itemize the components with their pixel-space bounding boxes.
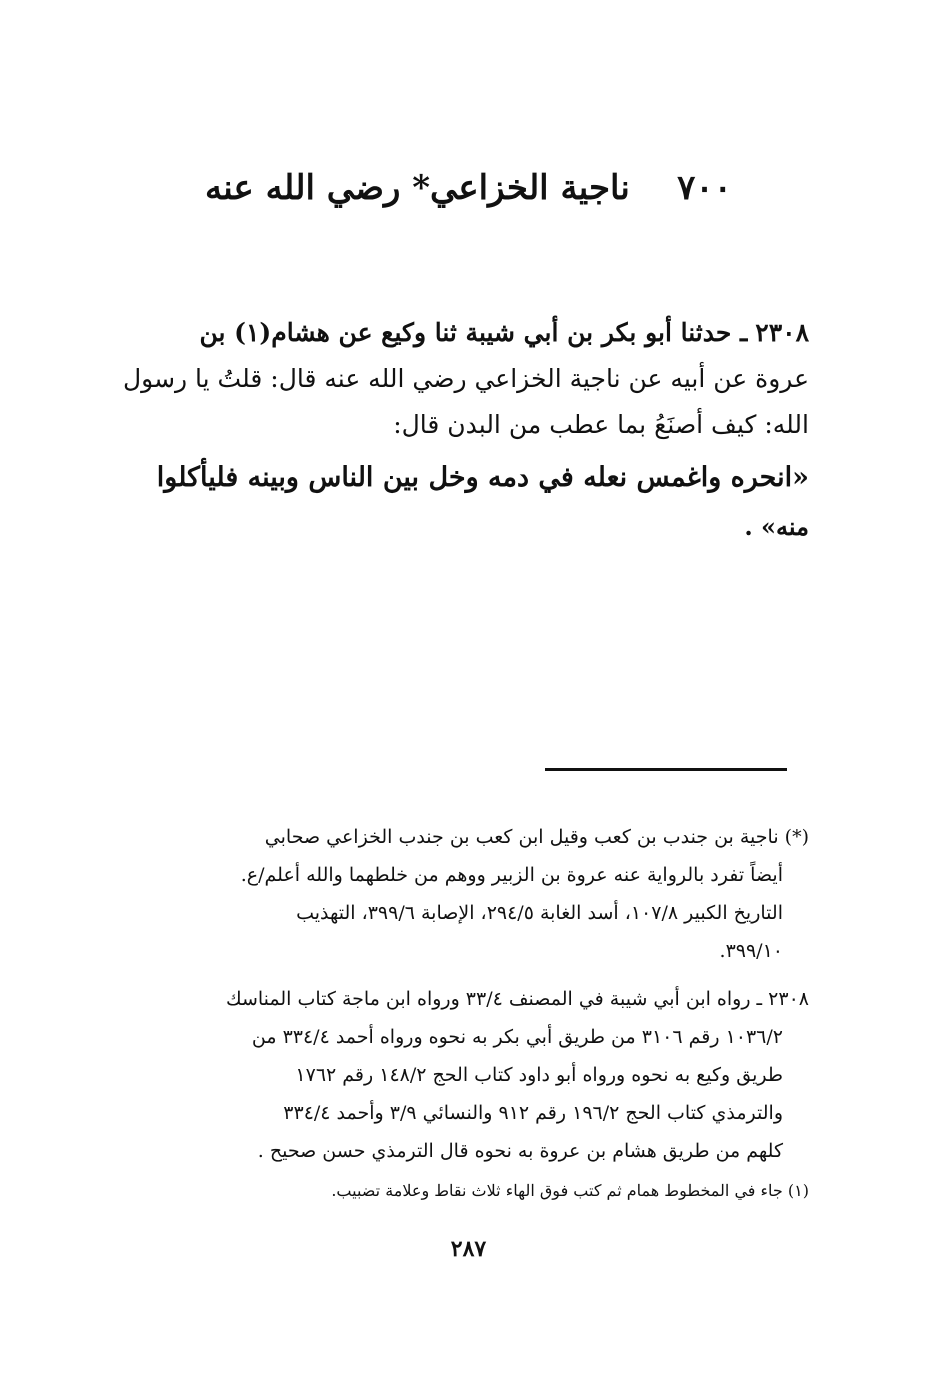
footnote-line: أيضاً تفرد بالرواية عنه عروة بن الزبير ووهم من خلطهما والله أعلم/ع.: [240, 864, 783, 886]
hadith-line: عروة عن أبيه عن ناجية الخزاعي رضي الله عنه قال: قلتُ يا رسول: [122, 364, 809, 393]
footnote-manuscript: [118, 1176, 809, 1206]
hadith-line: الله: كيف أصنَعُ بما عطب من البدن قال:: [393, 410, 809, 439]
footnote-line: ٣٩٩/١٠.: [719, 940, 783, 962]
companion-name: ناجية الخزاعي: [430, 168, 630, 208]
footnote-marker: (*): [784, 826, 809, 848]
hadith-block: [118, 310, 809, 550]
hadith-line: [118, 310, 809, 356]
footnote-line: ٢٣٠٨ ـ رواه ابن أبي شيبة في المصنف ٣٣/٤ ورواه ابن ماجة كتاب المناسك: [225, 988, 809, 1010]
footnote-line: والترمذي كتاب الحج ١٩٦/٢ رقم ٩١٢ والنسائي ٣/٩ وأحمد ٣٣٤/٤: [283, 1102, 783, 1124]
footnote-line: طريق وكيع به نحوه ورواه أبو داود كتاب الحج ١٤٨/٢ رقم ١٧٦٢: [295, 1064, 783, 1086]
footnote-marker: (١): [787, 1181, 809, 1200]
hadith-matn-end: منه» .: [744, 512, 809, 541]
footnote-marker: *: [412, 168, 431, 208]
hadith-isnad-start: ـ حدثنا أبو بكر بن أبي شيبة ثنا وكيع عن هشام(١) بن: [199, 318, 748, 347]
footnote-line: التاريخ الكبير ١٠٧/٨، أسد الغابة ٢٩٤/٥، الإصابة ٣٩٩/٦، التهذيب: [296, 902, 783, 924]
footnote-separator: [545, 768, 787, 771]
footnotes: [118, 818, 809, 1216]
footnote-line: (*) ناجية بن جندب بن كعب وقيل ابن كعب بن جندب الخزاعي صحابي: [264, 826, 809, 848]
hadith-matn: «انحره واغمس نعله في دمه وخل بين الناس وبينه فليأكلوا: [156, 462, 809, 493]
footnote-takhrij: [118, 980, 809, 1170]
footnote-biography: [118, 818, 809, 970]
footnote-line: كلهم من طريق هشام بن عروة به نحوه قال الترمذي حسن صحيح .: [257, 1140, 783, 1162]
footnote-line: ١٠٣٦/٢ رقم ٣١٠٦ من طريق أبي بكر به نحوه ورواه أحمد ٣٣٤/٤ من: [251, 1026, 783, 1048]
page-number: ٢٨٧: [450, 1236, 487, 1262]
chapter-heading: [120, 160, 817, 216]
footnote-marker: ٢٣٠٨: [768, 988, 809, 1010]
chapter-number: ٧٠٠: [677, 168, 732, 208]
footnote-text: جاء في المخطوط همام ثم كتب فوق الهاء ثلاث نقاط وعلامة تضبيب.: [331, 1181, 783, 1200]
blessing-phrase: رضي الله عنه: [205, 168, 401, 208]
hadith-number: ٢٣٠٨: [755, 318, 809, 347]
